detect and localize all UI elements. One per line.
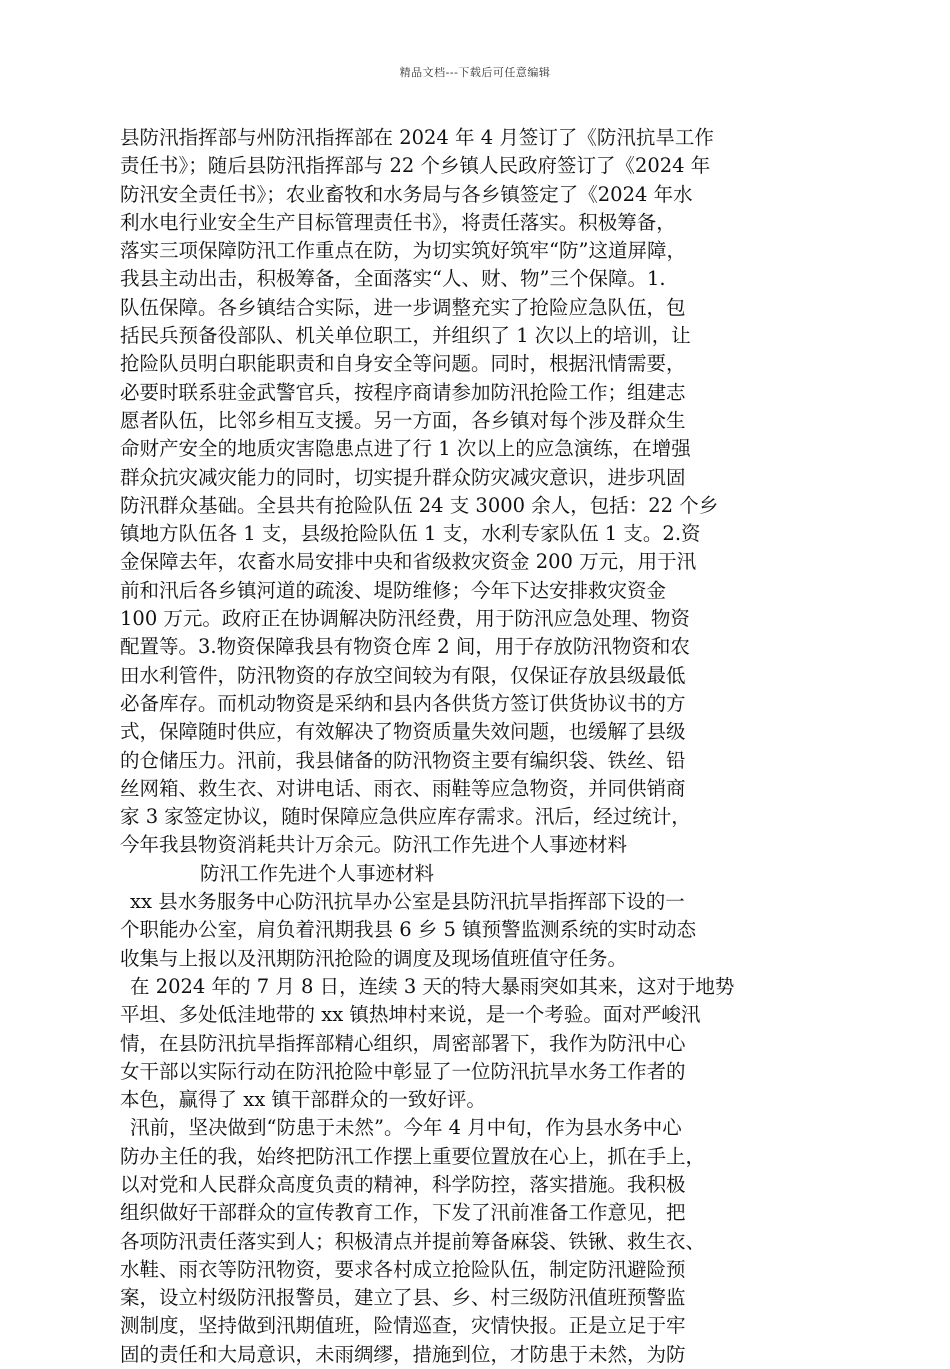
text-line: 平坦、多处低洼地带的 xx 镇热坤村来说，是一个考验。面对严峻汛 [120,1003,701,1027]
text-line: 固的责任和大局意识，未雨绸缪，措施到位，才防患于未然，为防 [120,1342,686,1366]
text-line: 队伍保障。各乡镇结合实际，进一步调整充实了抢险应急队伍，包 [120,295,686,319]
text-line: 测制度，坚持做到汛期值班，险情巡查，灾情快报。正是立足于牢 [120,1314,686,1338]
text-line: 前和汛后各乡镇河道的疏浚、堤防维修；今年下达安排救灾资金 [120,578,667,602]
text-line: 今年我县物资消耗共计万余元。防汛工作先进个人事迹材料 [120,833,628,857]
text-line: 我县主动出击，积极筹备，全面落实“人、财、物”三个保障。1. [120,267,666,291]
text-line: 本色，赢得了 xx 镇干部群众的一致好评。 [120,1088,486,1112]
text-line: 防办主任的我，始终把防汛工作摆上重要位置放在心上，抓在手上， [120,1144,706,1168]
text-line: 收集与上报以及汛期防汛抢险的调度及现场值班值守任务。 [120,946,628,970]
text-line: 式，保障随时供应，有效解决了物资质量失效问题，也缓解了县级 [120,720,686,744]
text-line: 落实三项保障防汛工作重点在防，为切实筑好筑牢“防”这道屏障， [120,239,686,263]
text-line: 金保障去年，农畜水局安排中央和省级救灾资金 200 万元，用于汛 [120,550,697,574]
document-body [120,124,832,1369]
text-line: 利水电行业安全生产目标管理责任书》，将责任落实。积极筹备， [120,210,676,234]
text-line: 案，设立村级防汛报警员，建立了县、乡、村三级防汛值班预警监 [120,1286,686,1310]
text-line: 丝网箱、救生衣、对讲电话、雨衣、雨鞋等应急物资，并同供销商 [120,776,686,800]
text-line: 配置等。3.物资保障我县有物资仓库 2 间，用于存放防汛物资和农 [120,635,690,659]
text-line: 组织做好干部群众的宣传教育工作，下发了汛前准备工作意见，把 [120,1201,686,1225]
text-line: 防汛工作先进个人事迹材料 [200,861,435,885]
text-line: 家 3 家签定协议，随时保障应急供应库存需求。汛后，经过统计， [120,805,691,829]
text-line: xx 县水务服务中心防汛抗旱办公室是县防汛抗旱指挥部下设的一 [130,890,685,914]
text-line: 以对党和人民群众高度负责的精神，科学防控，落实措施。我积极 [120,1172,686,1196]
text-line: 在 2024 年的 7 月 8 日，连续 3 天的特大暴雨突如其来，这对于地势 [130,974,735,998]
text-line: 必要时联系驻金武警官兵，按程序商请参加防汛抢险工作；组建志 [120,380,686,404]
text-line: 群众抗灾减灾能力的同时，切实提升群众防灾减灾意识，进步巩固 [120,465,686,489]
text-line: 命财产安全的地质灾害隐患点进了行 1 次以上的应急演练，在增强 [120,437,691,461]
text-line: 100 万元。政府正在协调解决防汛经费，用于防汛应急处理、物资 [120,607,690,631]
text-line: 个职能办公室，肩负着汛期我县 6 乡 5 镇预警监测系统的实时动态 [120,918,697,942]
text-line: 愿者队伍，比邻乡相互支援。另一方面，各乡镇对每个涉及群众生 [120,408,686,432]
text-line: 的仓储压力。汛前，我县储备的防汛物资主要有编织袋、铁丝、铅 [120,748,686,772]
text-line: 责任书》；随后县防汛指挥部与 22 个乡镇人民政府签订了《2024 年 [120,154,711,178]
text-line: 防汛群众基础。全县共有抢险队伍 24 支 3000 余人，包括：22 个乡 [120,493,719,517]
text-line: 抢险队员明白职能职责和自身安全等问题。同时，根据汛情需要， [120,352,686,376]
text-line: 情，在县防汛抗旱指挥部精心组织，周密部署下，我作为防汛中心 [120,1031,686,1055]
text-line: 女干部以实际行动在防汛抢险中彰显了一位防汛抗旱水务工作者的 [120,1059,686,1083]
text-line: 括民兵预备役部队、机关单位职工，并组织了 1 次以上的培训，让 [120,324,691,348]
text-line: 水鞋、雨衣等防汛物资，要求各村成立抢险队伍，制定防汛避险预 [120,1257,686,1281]
text-line: 各项防汛责任落实到人；积极清点并提前筹备麻袋、铁锹、救生衣、 [120,1229,706,1253]
text-line: 必备库存。而机动物资是采纳和县内各供货方签订供货协议书的方 [120,691,686,715]
text-line: 县防汛指挥部与州防汛指挥部在 2024 年 4 月签订了《防汛抗旱工作 [120,126,714,149]
text-line: 汛前，坚决做到“防患于未然”。今年 4 月中旬，作为县水务中心 [130,1116,682,1140]
text-line: 镇地方队伍各 1 支，县级抢险队伍 1 支，水利专家队伍 1 支。2.资 [120,522,701,546]
page-header: 精品文档---下载后可任意编辑 [399,66,551,79]
text-line: 田水利管件，防汛物资的存放空间较为有限，仅保证存放县级最低 [120,663,686,687]
text-line: 防汛安全责任书》；农业畜牧和水务局与各乡镇签定了《2024 年水 [120,182,693,206]
